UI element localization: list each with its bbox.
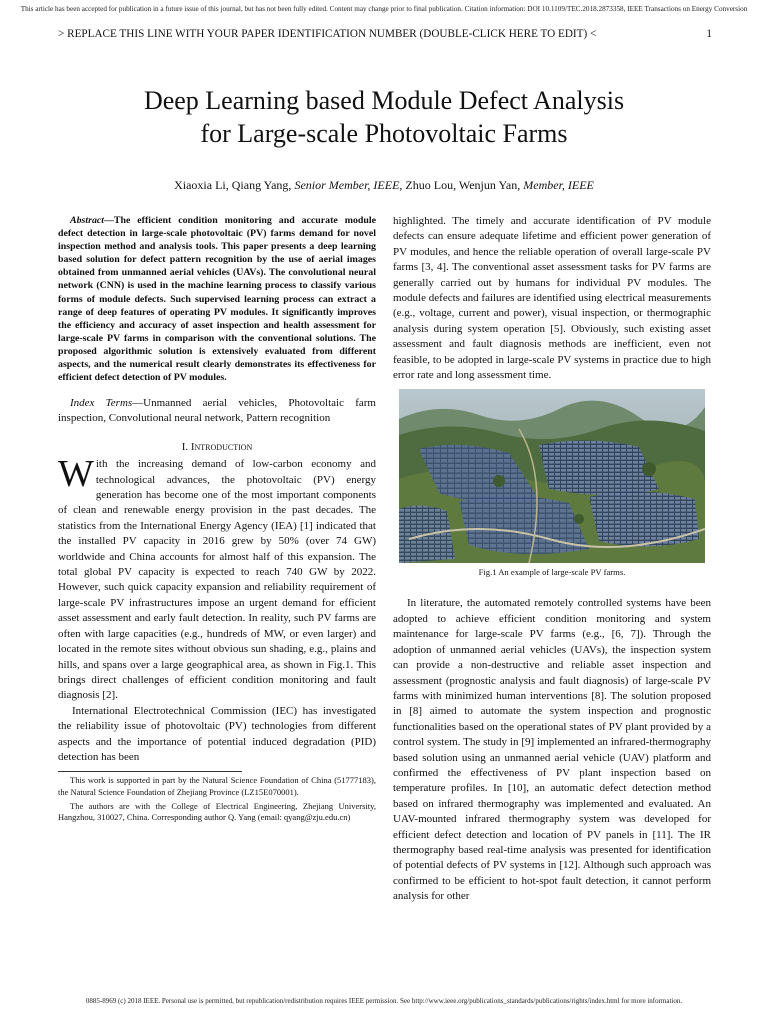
figure-caption: Fig.1 An example of large-scale PV farms. — [478, 567, 626, 578]
right-paragraph-2: In literature, the automated remotely controlled systems have been adopted to achieve efficient condition monitoring and system maintenance for large-scale PV farms (e.g., [6, 7]). Through the adoption of unmanned aerial vehicles (UAVs), the inspection system can provide a non-destructive and reliable asset inspection and assessment (prognostic analysis and fault diagnosis) of large-scale PV farms with minimized human interventions [8]. The solution proposed in [8] aimed to automate the system inspection and prognostic functionalities based on the operational states of PV plant provided by a control system. The study in [9] implemented an infrared-thermography based solution using an unmanned aerial vehicle (UAV) platform and confirmed the effectiveness of PV plant inspection based on temperature profiles. In [10], an automatic defect detection method based on infrared thermography was implemented and evaluated. An UAV-mounted infrared thermography system was developed for efficient defect detection and location of PV panels in [11]. The IR thermography based real-time analysis was presented for identification of potential defects of PV systems in [12]. Although such approach was confirmed to be efficient to hot-spot fault detection, it cannot perform analysis for other — [393, 597, 711, 903]
footnote-divider — [58, 771, 242, 772]
paper-title — [60, 84, 708, 150]
intro-paragraph-1-text: ith the increasing demand of low-carbon economy and technological advances, the photovoltaic (PV) energy generation has become one of the most important components of clean and renewable energy provision in the past decades. The statistics from the International Energy Agency (IEA) [1] indicated that the installed PV capacity in 2016 grew by 50% (over 74 GW) worldwide and China accounts for almost half of this expansion. The total global PV capacity is expected to reach 740 GW by 2022. However, such quick capacity expansion and reliability requirement of large-scale PV infrastructures impose an urgent demand for efficient asset assessment and early fault detection. In reality, such PV farms are often with large capacities (e.g., hundreds of MW, or even larger) and located in the remote sites without obvious sun shading, e.g., plains and hills, and spans over a large geographical area, as shown in Fig.1. This brings direct challenges of efficient condition monitoring and fault diagnosis [2]. — [58, 458, 376, 702]
index-terms-lead: Index Terms — [70, 397, 133, 410]
author-names-b: , Zhuo Lou, Wenjun Yan, — [399, 178, 524, 192]
running-header — [58, 28, 712, 41]
left-column — [58, 214, 376, 823]
title-line-2: for Large-scale Photovoltaic Farms — [200, 119, 568, 148]
page-number: 1 — [706, 28, 712, 40]
intro-paragraph-2: International Electrotechnical Commission (IEC) has investigated the reliability issue of photovoltaic (PV) technologies from different aspects and the importance of potential induced degradation (PID) detection has been — [58, 704, 376, 763]
section-heading-introduction — [58, 440, 376, 454]
figure-pv-farm-photo — [399, 389, 705, 563]
abstract-text: —The efficient condition monitoring and accurate module defect detection in large-scale photovoltaic (PV) farms demand for novel inspection method and analysis tools. This paper presents a deep learning based solution for defect pattern recognition by the use of aerial images obtained from unmanned aerial vehicles (UAVs). The convolutional neural network (CNN) is used in the machine learning process to classify various forms of module defects. Such supervised learning process can extract a range of deep features of operating PV modules. It significantly improves the efficiency and accuracy of asset inspection and health assessment for large-scale PV farms in comparison with the conventional solutions. The proposed algorithmic solution is extensively evaluated from different aspects, and the numerical result clearly demonstrates its effectiveness for efficient defect detection of PV modules. — [58, 215, 376, 384]
header-text: > REPLACE THIS LINE WITH YOUR PAPER IDENTIFICATION NUMBER (DOUBLE-CLICK HERE TO EDIT) < — [58, 28, 597, 40]
author-list — [60, 178, 708, 193]
abstract-lead: Abstract — [70, 215, 105, 226]
index-terms — [58, 396, 376, 426]
right-paragraph-1: highlighted. The timely and accurate identification of PV module defects can ensure adequate lifetime and efficient power generation of PV modules, and hence the reliable operation of overall large-scale PV farms [3, 4]. The conventional asset assessment tasks for PV farms are generally carried out by humans for individual PV modules. The module defects and failures are identified using electrical measurements (e.g., voltage, current and power), visual inspection, or thermographic analysis during system operation [5]. Obviously, such existing asset assessment and fault diagnosis methods are inefficient, even not feasible, to be adopted in large-scale PV systems in practice due to high error rate and long assessment time. — [393, 215, 711, 382]
pv-farm-aerial-image — [399, 389, 705, 563]
footnote-funding: This work is supported in part by the Natural Science Foundation of China (51777183), the Natural Science Foundation of Zhejiang Province (LZ15E070001). — [58, 775, 376, 797]
abstract — [58, 214, 376, 384]
publication-banner: This article has been accepted for publication in a future issue of this journal, but has not been fully edited. Content may change prior to final publication. Citation information: DOI 10.1109/TEC.2018.2873358, IEEE Transactions on Energy Conversion — [20, 5, 748, 13]
intro-paragraph-1 — [58, 453, 376, 704]
author-role-a: Senior Member, IEEE — [294, 178, 400, 192]
author-names-a: Xiaoxia Li, Qiang Yang, — [174, 178, 295, 192]
section-numeral: I. — [181, 441, 191, 454]
copyright-footer: 0885-8969 (c) 2018 IEEE. Personal use is permitted, but republication/redistribution requires IEEE permission. See http://www.ieee.org/publications_standards/publications/rights/index.html for more information. — [85, 997, 683, 1005]
right-column — [393, 214, 711, 905]
index-terms-text: —Unmanned aerial vehicles, Photovoltaic farm inspection, Convolutional neural network, Pattern recognition — [58, 397, 376, 425]
author-role-b: Member, IEEE — [523, 178, 594, 192]
title-line-1: Deep Learning based Module Defect Analysis — [143, 86, 625, 115]
drop-cap: W — [58, 453, 94, 496]
footnote-affiliation: The authors are with the College of Electrical Engineering, Zhejiang University, Hangzhou, 310027, China. Corresponding author Q. Yang (email: qyang@zju.edu.cn) — [58, 800, 376, 822]
section-title: Introduction — [190, 441, 253, 454]
